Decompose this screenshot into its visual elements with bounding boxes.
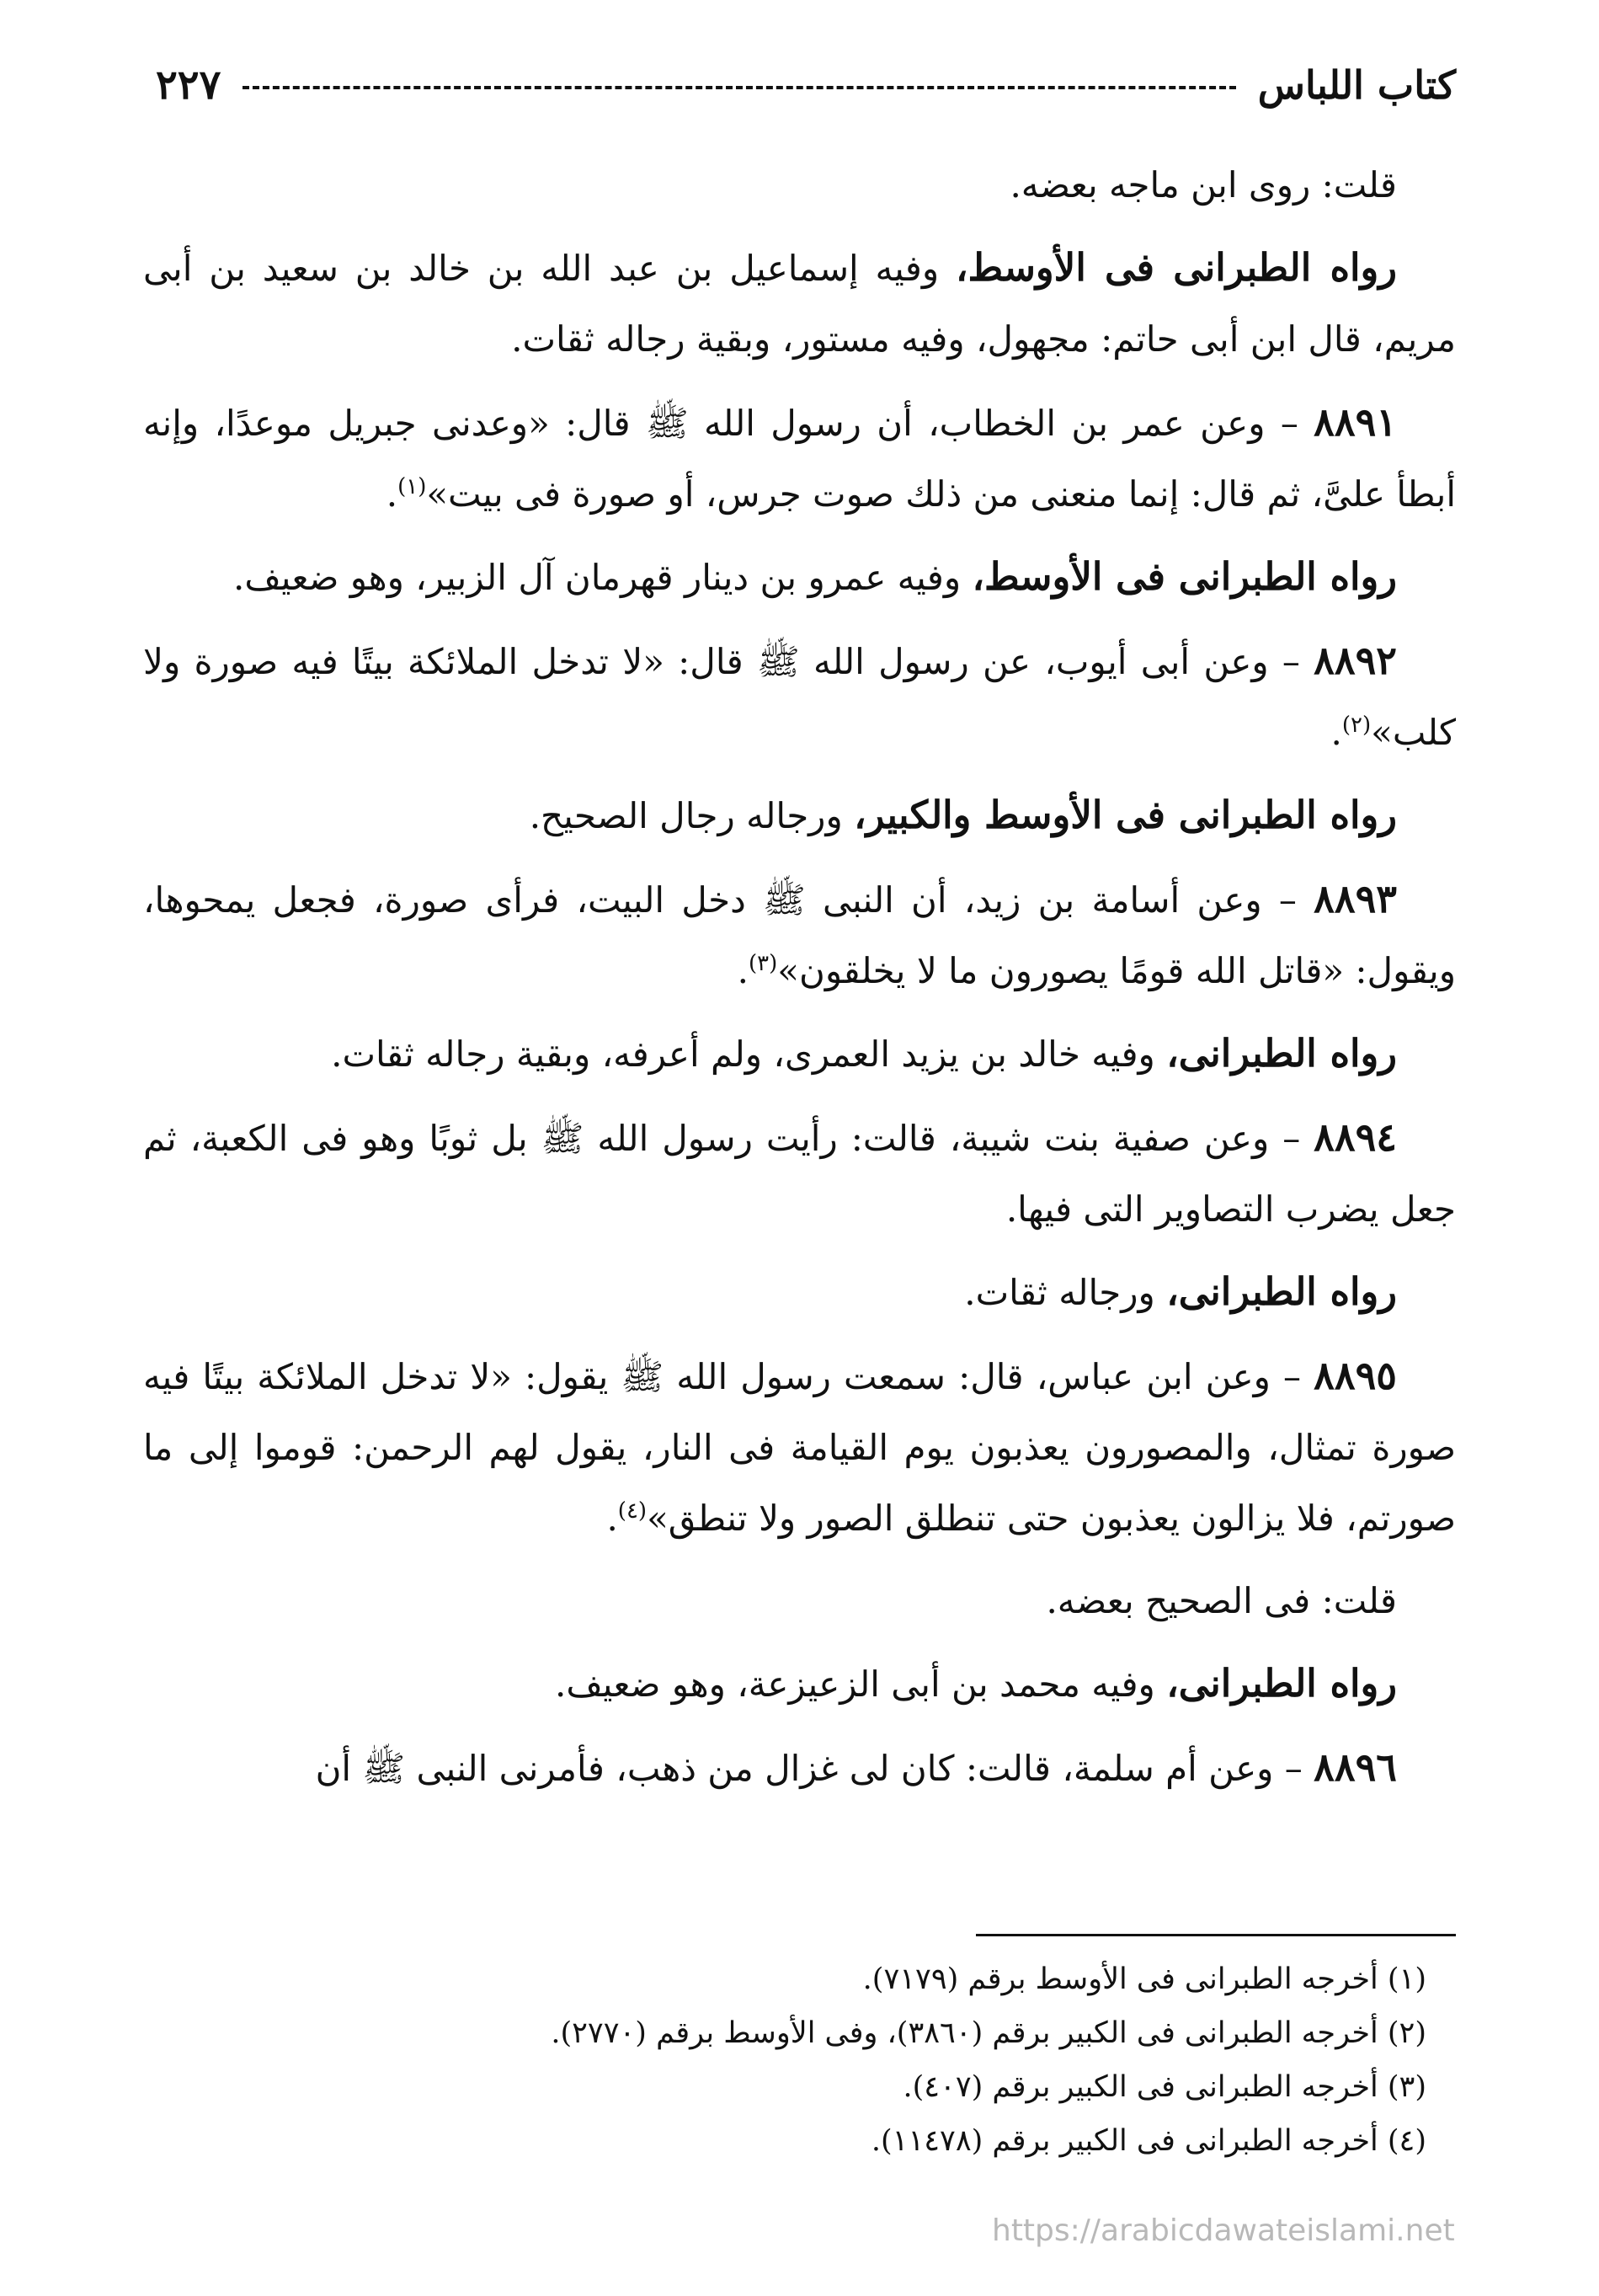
- hadith-8892: [143, 625, 1456, 768]
- paragraph-text: ورجاله رجال الصحيح.: [529, 795, 855, 836]
- footnote-3: (٣) أخرجه الطبرانى فى الكبير برقم (٤٠٧).: [903, 2070, 1426, 2104]
- hadith-8891: [143, 387, 1456, 530]
- hadith-text: – وعن أسامة بن زيد، أن النبى ﷺ دخل البيت، فرأى صورة، فجعل يمحوها، ويقول: «قاتل الله قومًا يصورون ما لا يخلقون»: [143, 879, 1456, 991]
- hadith-number: ٨٨٩٢: [1314, 638, 1397, 683]
- hadith-number: ٨٨٩٣: [1314, 876, 1397, 921]
- chapter-title: كتاب اللباس: [1257, 62, 1456, 108]
- hadith-8895: [143, 1340, 1456, 1554]
- paragraph-text: وفيه خالد بن يزيد العمرى، ولم أعرفه، وبقية رجاله ثقات.: [331, 1033, 1167, 1075]
- hadith-number: ٨٨٩٥: [1314, 1353, 1397, 1398]
- narration-lead: رواه الطبرانى فى الأوسط والكبير،: [854, 793, 1397, 837]
- hadith-end: .: [606, 1498, 618, 1539]
- narration-paragraph: [143, 232, 1456, 375]
- hadith-number: ٨٨٩٤: [1314, 1114, 1397, 1160]
- footnote-marker: (٢): [1341, 713, 1372, 738]
- paragraph-text: قلت: فى الصحيح بعضه.: [1046, 1580, 1397, 1621]
- hadith-8894: [143, 1102, 1456, 1245]
- narration-paragraph: [143, 1257, 1456, 1328]
- footnote-2: (٢) أخرجه الطبرانى فى الكبير برقم (٣٨٦٠)، وفى الأوسط برقم (٢٧٧٠).: [551, 2016, 1426, 2050]
- hadith-number: ٨٨٩٦: [1314, 1744, 1397, 1790]
- footnote-1: (١) أخرجه الطبرانى فى الأوسط برقم (٧١٧٩).: [862, 1962, 1426, 1996]
- watermark-url: https://arabicdawateislami.net: [992, 2213, 1455, 2248]
- main-text: [143, 150, 1456, 1816]
- narration-lead: رواه الطبرانى،: [1166, 1031, 1397, 1076]
- footnote-divider: [976, 1934, 1456, 1936]
- hadith-end: .: [386, 473, 398, 515]
- hadith-end: .: [737, 950, 749, 991]
- hadith-text: – وعن عمر بن الخطاب، أن رسول الله ﷺ قال: «وعدنى جبريل موعدًا، وإنه أبطأ علىَّ، ثم قال: إنما منعنى من ذلك صوت جرس، أو صورة فى بيت»: [143, 403, 1456, 515]
- narration-lead: رواه الطبرانى،: [1166, 1661, 1397, 1706]
- paragraph-text: ورجاله ثقات.: [964, 1272, 1167, 1313]
- page-number: ٢٢٧: [156, 61, 221, 109]
- note-paragraph: [143, 1566, 1456, 1637]
- narration-paragraph: [143, 1648, 1456, 1720]
- running-header: [156, 56, 1456, 115]
- narration-paragraph: [143, 780, 1456, 852]
- narration-paragraph: [143, 1018, 1456, 1090]
- paragraph-text: وفيه عمرو بن دينار قهرمان آل الزبير، وهو ضعيف.: [232, 557, 973, 598]
- hadith-number: ٨٨٩١: [1314, 399, 1397, 445]
- hadith-text: – وعن أبى أيوب، عن رسول الله ﷺ قال: «لا تدخل الملائكة بيتًا فيه صورة ولا كلب»: [143, 641, 1456, 753]
- hadith-text: – وعن صفية بنت شيبة، قالت: رأيت رسول الله ﷺ بل ثوبًا وهو فى الكعبة، ثم جعل يضرب التصاوير التى فيها.: [143, 1118, 1456, 1230]
- narration-lead: رواه الطبرانى فى الأوسط،: [955, 245, 1397, 290]
- hadith-text: – وعن أم سلمة، قالت: كان لى غزال من ذهب، فأمرنى النبى ﷺ أن: [315, 1748, 1314, 1789]
- paragraph-text: وفيه محمد بن أبى الزعيزعة، وهو ضعيف.: [554, 1663, 1167, 1705]
- note-paragraph: [143, 150, 1456, 221]
- footnotes: [143, 1952, 1426, 2168]
- paragraph-text: وفيه إسماعيل بن عبد الله بن خالد بن سعيد بن أبى مريم، قال ابن أبى حاتم: مجهول، وفيه مستور، وبقية رجاله ثقات.: [143, 248, 1456, 360]
- hadith-end: .: [1330, 712, 1342, 753]
- footnote-marker: (٣): [749, 951, 778, 976]
- footnote-4: (٤) أخرجه الطبرانى فى الكبير برقم (١١٤٧٨).: [871, 2124, 1426, 2158]
- paragraph-text: قلت: روى ابن ماجه بعضه.: [1010, 164, 1397, 206]
- footnote-marker: (٤): [617, 1498, 648, 1524]
- narration-lead: رواه الطبرانى فى الأوسط،: [972, 554, 1397, 599]
- narration-paragraph: [143, 542, 1456, 613]
- footnote-marker: (١): [397, 474, 427, 499]
- hadith-text: – وعن ابن عباس، قال: سمعت رسول الله ﷺ يقول: «لا تدخل الملائكة بيتًا فيه صورة تمثال، والمصورون يعذبون يوم القيامة فى النار، يقول لهم الرحمن: قوموا إلى ما صورتم، فلا يزالون يعذبون حتى تنطلق الصور ولا تنطق»: [143, 1356, 1456, 1539]
- header-dashed-rule: [243, 86, 1235, 89]
- narration-lead: رواه الطبرانى،: [1166, 1269, 1397, 1314]
- hadith-8896: [143, 1732, 1456, 1804]
- hadith-8893: [143, 863, 1456, 1007]
